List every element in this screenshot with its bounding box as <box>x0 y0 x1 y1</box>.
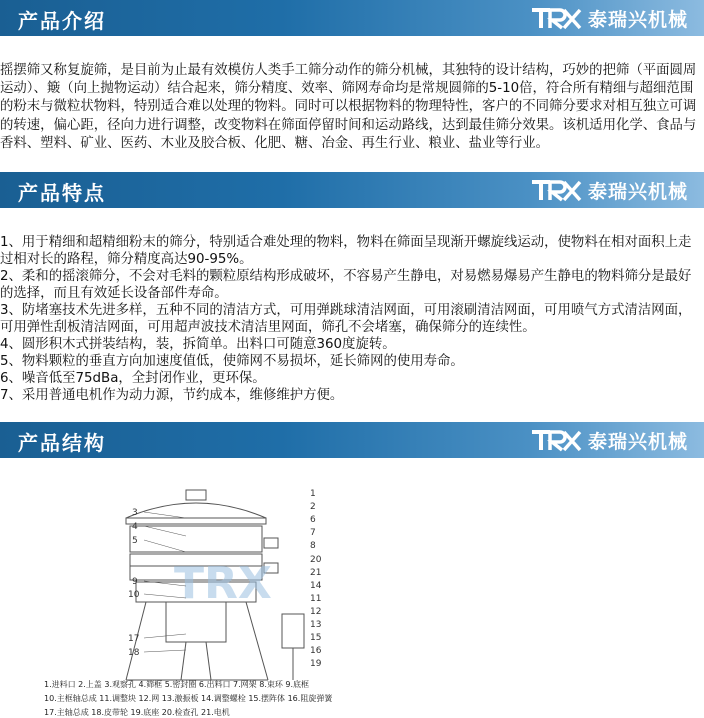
feature-item: 7、采用普通电机作为动力源，节约成本，维修维护方便。 <box>0 388 344 403</box>
callout-label: 8 <box>310 541 316 551</box>
callout-label: 4 <box>132 522 138 532</box>
trx-logo-icon <box>530 6 582 30</box>
callout-label: 3 <box>132 508 138 518</box>
callout-label: 18 <box>128 648 140 658</box>
callout-label: 14 <box>310 581 322 591</box>
section-title: 产品特点 <box>18 181 106 205</box>
legend-line: 17.主轴总成 18.皮带轮 19.底座 20.检查孔 21.电机 <box>44 708 230 717</box>
callout-label: 16 <box>310 646 322 656</box>
intro-paragraph <box>0 62 704 153</box>
callout-label: 11 <box>310 594 322 604</box>
legend-line: 1.进料口 2.上盖 3.观察孔 4.筛框 5.密封圈 6.出料口 7.网架 8.束环 9.底框 <box>44 680 310 689</box>
section-banner-features <box>0 172 704 208</box>
section-title: 产品结构 <box>18 431 106 455</box>
diagram-legend <box>44 679 332 718</box>
callout-label: 20 <box>310 555 322 565</box>
callout-label: 19 <box>310 659 322 669</box>
feature-item: 2、柔和的摇滚筛分，不会对毛料的颗粒原结构形成破坏，不容易产生静电，对易燃易爆易产生静电的物料筛分是最好的选择，而且有效延长设备部件寿命。 <box>0 269 692 301</box>
intro-text: 摇摆筛又称复旋筛，是目前为止最有效模仿人类手工筛分动作的筛分机械，其独特的设计结构，巧妙的把筛（平面圆周运动）、簸（向上抛物运动）结合起来，筛分精度、效率、筛网寿命均是常规圆筛的5-10倍，符合所有精细与超细范围的粉末与微粒状物料，特别适合难以处理的物料。同时可以根据物料的物理特性，客户的不同筛分要求对相互独立可调的转速，偏心距，径向力进行调整，改变物料在筛面停留时间和运动路线，达到最佳筛分效果。该机适用化学、食品与香料、塑料、矿业、医药、木业及胶合板、化肥、糖、冶金、再生行业、粮业、盐业等行业。 <box>0 63 697 151</box>
feature-item: 4、圆形积木式拼装结构，装，拆简单。出料口可随意360度旋转。 <box>0 337 396 352</box>
feature-item: 1、用于精细和超精细粉末的筛分，特别适合难处理的物料，物料在筛面呈现渐开螺旋线运动，使物料在相对面积上走过相对长的路程，筛分精度高达90-95%。 <box>0 235 692 267</box>
callout-label: 1 <box>310 489 316 499</box>
callout-label: 17 <box>128 634 140 644</box>
brand-logo <box>530 5 688 31</box>
callout-label: 13 <box>310 620 322 630</box>
trx-watermark: TRX <box>174 558 272 609</box>
callout-label: 9 <box>132 577 138 587</box>
callout-label: 7 <box>310 528 316 538</box>
brand-logo <box>530 427 688 453</box>
brand-logo <box>530 177 688 203</box>
callout-label: 6 <box>310 515 316 525</box>
structure-diagram <box>36 468 336 715</box>
callout-label: 2 <box>310 502 316 512</box>
callout-label: 5 <box>132 536 138 546</box>
feature-item: 3、防堵塞技术先进多样，五种不同的清洁方式，可用弹跳球清洁网面，可用滚刷清洁网面，可用喷气方式清洁网面，可用弹性刮板清洁网面，可用超声波技术清洁里网面，筛孔不会堵塞，确保筛分的连续性。 <box>0 303 692 335</box>
brand-name: 泰瑞兴机械 <box>587 430 688 453</box>
section-title: 产品介绍 <box>18 9 106 33</box>
features-list <box>0 234 704 404</box>
callout-label: 10 <box>128 590 140 600</box>
callout-label: 21 <box>310 568 322 578</box>
brand-name: 泰瑞兴机械 <box>587 8 688 31</box>
callout-label: 15 <box>310 633 322 643</box>
legend-line: 10.主框轴总成 11.调整块 12.网 13.激振板 14.调整螺栓 15.摆阵体 16.阻旋弹簧 <box>44 694 333 703</box>
callout-label: 12 <box>310 607 322 617</box>
trx-logo-icon <box>530 178 582 202</box>
trx-logo-icon <box>530 428 582 452</box>
brand-name: 泰瑞兴机械 <box>587 180 688 203</box>
feature-item: 6、噪音低至75dBa，全封闭作业，更环保。 <box>0 371 266 386</box>
section-banner-intro <box>0 0 704 36</box>
section-banner-structure <box>0 422 704 458</box>
feature-item: 5、物料颗粒的垂直方向加速度值低，使筛网不易损坏，延长筛网的使用寿命。 <box>0 354 464 369</box>
